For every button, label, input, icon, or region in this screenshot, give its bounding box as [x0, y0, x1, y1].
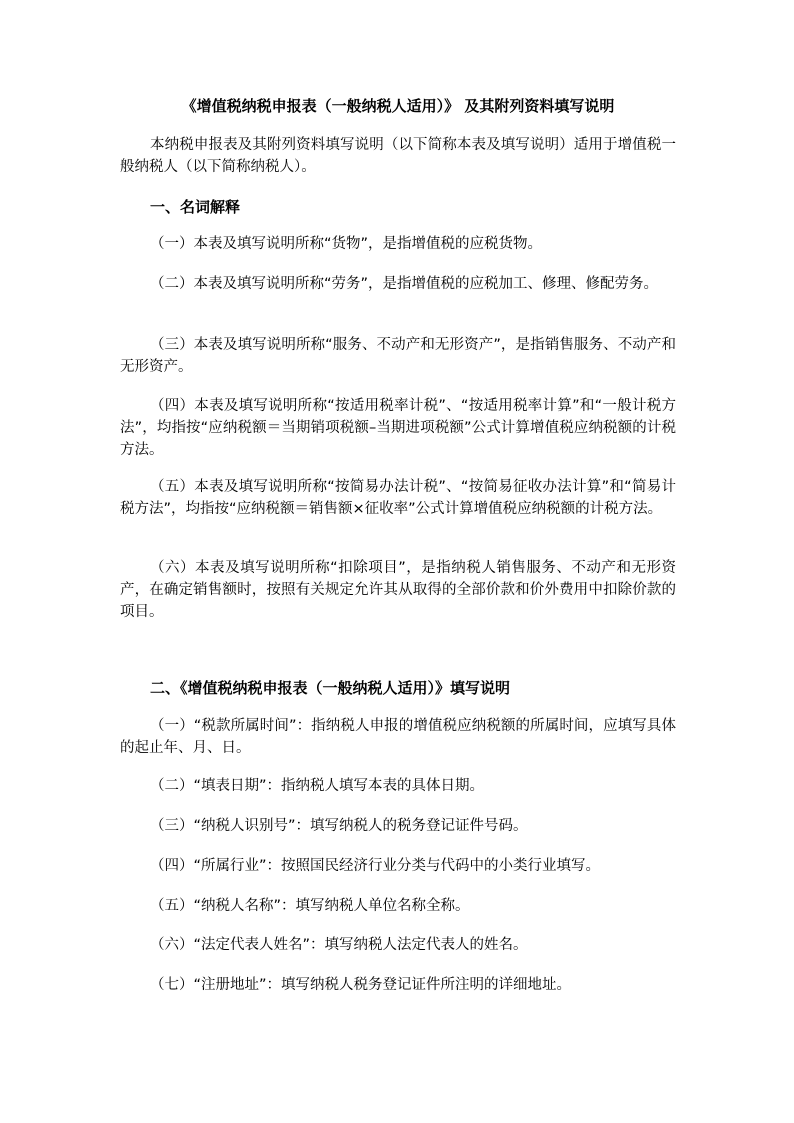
section-2-item-6: （六）“法定代表人姓名”：填写纳税人法定代表人的姓名。	[150, 937, 528, 953]
section-2-item-4: （四）“所属行业”：按照国民经济行业分类与代码中的小类行业填写。	[150, 858, 601, 874]
intro-paragraph: 本纳税申报表及其附列资料填写说明（以下简称本表及填写说明）适用于增值税一般纳税人（以下简称纳税人）。	[120, 137, 676, 175]
section-2-item-7: （七）“注册地址”：填写纳税人税务登记证件所注明的详细地址。	[150, 977, 572, 993]
section-2-item-1: （一）“税款所属时间”：指纳税人申报的增值税应纳税额的所属时间，应填写具体的起止年、月、日。	[120, 718, 676, 756]
section-1-item-1: （一）本表及填写说明所称“货物”，是指增值税的应税货物。	[150, 236, 543, 252]
section-2-item-3: （三）“纳税人识别号”：填写纳税人的税务登记证件号码。	[150, 818, 528, 834]
section-1-item-2: （二）本表及填写说明所称“劳务”，是指增值税的应税加工、修理、修配劳务。	[150, 276, 659, 292]
section-2-heading: 二、《增值税纳税申报表（一般纳税人适用）》填写说明	[150, 679, 511, 697]
document-title: 《增值税纳税申报表（一般纳税人适用）》 及其附列资料填写说明	[181, 97, 615, 115]
section-2-item-2: （二）“填表日期”：指纳税人填写本表的具体日期。	[150, 778, 485, 794]
section-1-heading: 一、名词解释	[150, 198, 241, 216]
section-1-item-4: （四）本表及填写说明所称“按适用税率计税”、“按适用税率计算”和“一般计税方法”，均指按“应纳税额＝当期销项税额–当期进项税额”公式计算增值税应纳税额的计税方法。	[120, 398, 676, 458]
section-1-item-6: （六）本表及填写说明所称“扣除项目”，是指纳税人销售服务、不动产和无形资产，在确定销售额时，按照有关规定允许其从取得的全部价款和价外费用中扣除价款的项目。	[120, 560, 676, 620]
section-1-item-3: （三）本表及填写说明所称“服务、不动产和无形资产”，是指销售服务、不动产和无形资产。	[120, 337, 676, 375]
section-2-item-5: （五）“纳税人名称”：填写纳税人单位名称全称。	[150, 898, 470, 914]
section-1-item-5: （五）本表及填写说明所称“按简易办法计税”、“按简易征收办法计算”和“简易计税方法”，均指按“应纳税额＝销售额×征收率”公式计算增值税应纳税额的计税方法。	[120, 479, 676, 517]
